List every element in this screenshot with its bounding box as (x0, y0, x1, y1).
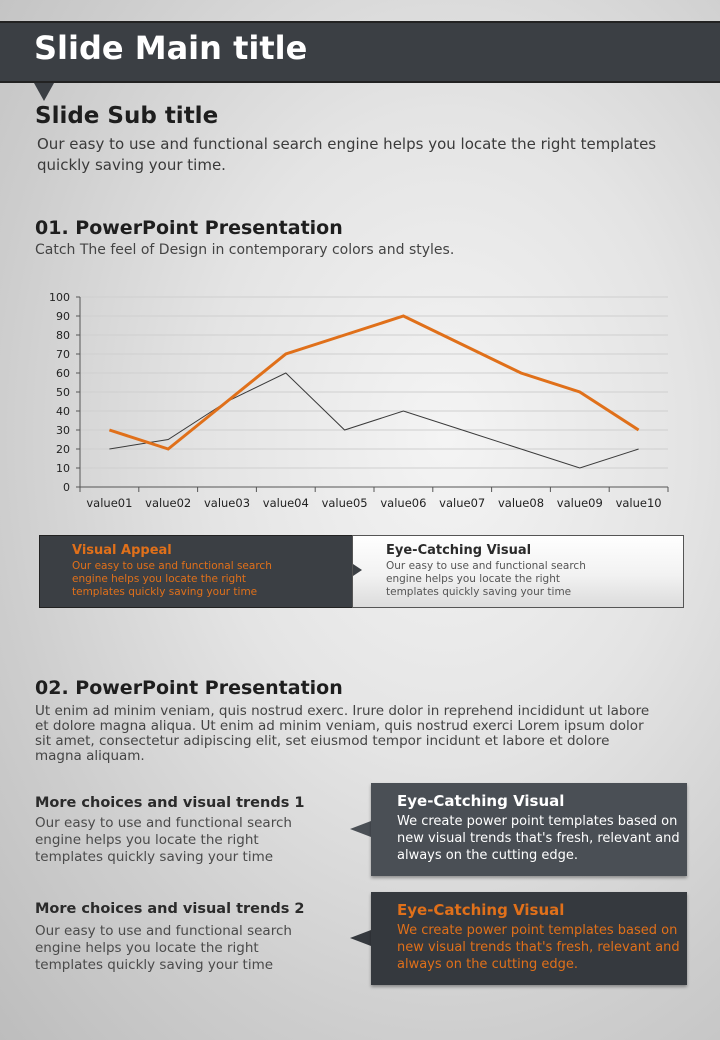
y-tick-label: 0 (63, 481, 70, 494)
callout-1-text: We create power point templates based on new visual trends that's fresh, relevant and always on the cutting edge. (397, 814, 680, 863)
x-tick-label: value02 (145, 496, 192, 510)
y-tick-label: 70 (56, 348, 70, 361)
sub-description: Our easy to use and functional search engine helps you locate the right templates quickly saving your time. (37, 135, 657, 174)
x-tick-label: value10 (615, 496, 662, 510)
series-line-2 (109, 373, 638, 468)
choice-2-title: More choices and visual trends 2 (35, 901, 305, 917)
x-tick-label: value07 (439, 496, 486, 510)
section1-title: 01. PowerPoint Presentation (35, 217, 343, 239)
callout-1-title: Eye-Catching Visual (397, 792, 565, 810)
x-tick-label: value09 (556, 496, 603, 510)
visual-appeal-box (39, 535, 355, 608)
callout-2-pointer (350, 930, 371, 946)
visual-appeal-title: Visual Appeal (72, 543, 172, 558)
callout-2-text: We create power point templates based on new visual trends that's fresh, relevant and always on the cutting edge. (397, 923, 680, 972)
eye-catching-title: Eye-Catching Visual (386, 543, 532, 558)
series-line-1 (109, 316, 638, 449)
eye-catching-box (352, 535, 684, 608)
choice-1-title: More choices and visual trends 1 (35, 795, 305, 811)
y-tick-label: 10 (56, 462, 70, 475)
section2-description: Ut enim ad minim veniam, quis nostrud exerc. Irure dolor in reprehend incididunt ut labore et dolore magna aliqua. Ut enim ad minim veniam, quis nostrud exerci Lorem ipsum dolor sit amet, consectetur adipiscing elit, set eiusmod tempor incidunt et labore et dolore magna aliquam. (35, 703, 650, 764)
y-tick-label: 80 (56, 329, 70, 342)
callout-1-pointer (350, 821, 371, 837)
callout-2 (371, 892, 687, 985)
x-tick-label: value05 (321, 496, 368, 510)
line-chart (40, 285, 680, 515)
section2-title: 02. PowerPoint Presentation (35, 677, 343, 699)
y-tick-label: 100 (49, 291, 70, 304)
visual-appeal-text: Our easy to use and functional search engine helps you locate the right templates quickly saving your time (72, 560, 272, 598)
box-pointer-arrow (353, 564, 362, 576)
y-tick-label: 60 (56, 367, 70, 380)
chart-svg (40, 285, 680, 515)
y-tick-label: 30 (56, 424, 70, 437)
y-tick-label: 20 (56, 443, 70, 456)
y-tick-label: 90 (56, 310, 70, 323)
choice-2-text: Our easy to use and functional search engine helps you locate the right templates quickly saving your time (35, 923, 292, 973)
callout-1 (371, 783, 687, 876)
sub-title: Slide Sub title (35, 103, 219, 129)
x-tick-label: value08 (497, 496, 545, 510)
choice-1-text: Our easy to use and functional search engine helps you locate the right templates quickly saving your time (35, 815, 292, 865)
x-tick-label: value06 (380, 496, 427, 510)
eye-catching-text: Our easy to use and functional search engine helps you locate the right templates quickly saving your time (386, 560, 586, 598)
section1-description: Catch The feel of Design in contemporary colors and styles. (35, 242, 455, 258)
x-tick-label: value01 (86, 496, 133, 510)
x-tick-label: value03 (203, 496, 251, 510)
callout-2-title: Eye-Catching Visual (397, 901, 565, 919)
y-tick-label: 50 (56, 386, 70, 399)
title-pointer (34, 83, 54, 101)
main-title: Slide Main title (34, 29, 308, 67)
y-tick-label: 40 (56, 405, 70, 418)
x-tick-label: value04 (262, 496, 309, 510)
